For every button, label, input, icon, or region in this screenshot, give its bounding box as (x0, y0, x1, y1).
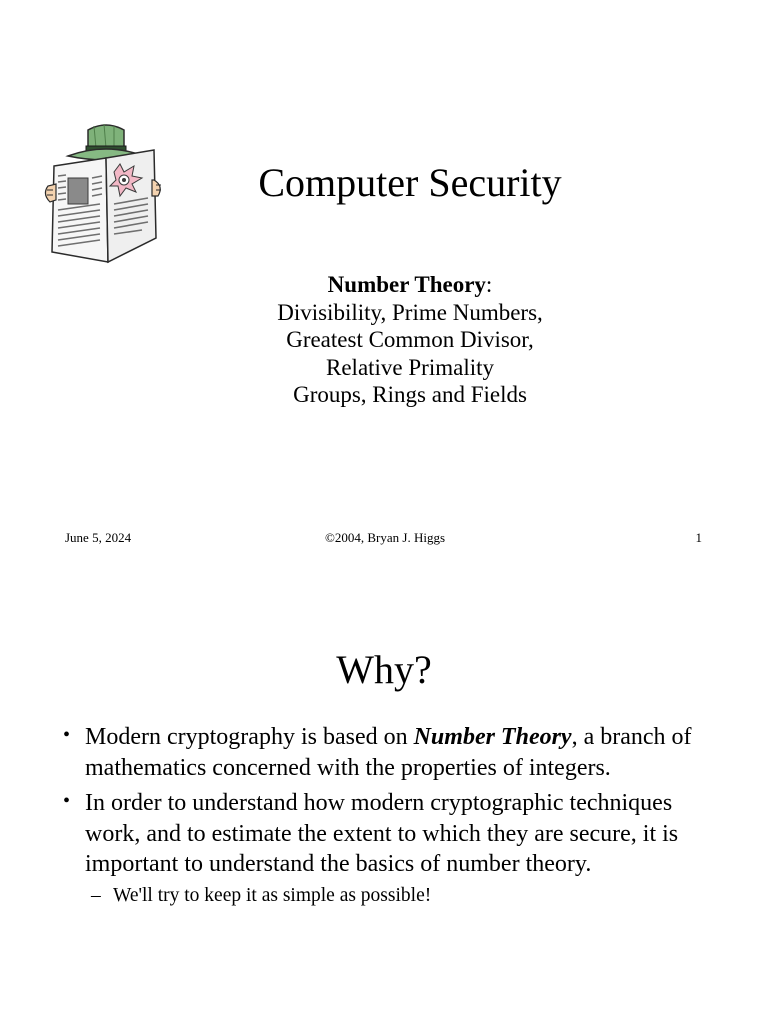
subtitle-topic: Greatest Common Divisor, (286, 327, 534, 352)
subtitle-topic: Groups, Rings and Fields (293, 382, 527, 407)
bullet-emphasis: Number Theory (413, 724, 572, 750)
sub-bullet-text: We'll try to keep it as simple as possible! (113, 884, 432, 906)
subtitle (180, 271, 640, 409)
subtitle-topic: Divisibility, Prime Numbers, (277, 299, 543, 325)
bullet-text: In order to understand how modern cryptographic techniques work, and to estimate the extent to which they are secure, it is important to understand the basics of number theory. (85, 790, 679, 877)
subtitle-heading (180, 271, 640, 299)
bullet-item (60, 788, 700, 880)
subtitle-heading-suffix: : (485, 272, 493, 297)
slide-2 (0, 575, 768, 1024)
footer-page-number: 1 (695, 530, 702, 545)
bullet-text-before: Modern cryptography is based on (85, 724, 414, 750)
bullet-list (60, 722, 700, 909)
subtitle-topic: Relative Primality (326, 354, 494, 380)
bullet-mark: • (63, 790, 71, 812)
footer-date: June 5, 2024 (65, 530, 132, 545)
bullet-text-after: , a branch of mathematics concerned with the properties of integers. (85, 724, 692, 781)
subtitle-heading-strong: Number Theory (327, 272, 486, 297)
slide-title: Computer Security (258, 160, 562, 205)
bullet-mark: • (63, 724, 71, 746)
footer-copyright: ©2004, Bryan J. Higgs (324, 530, 445, 545)
bullet-item (60, 722, 700, 783)
slide-title: Why? (336, 647, 432, 692)
sub-bullet-item (60, 883, 700, 909)
newspaper-reader-clipart-icon (44, 120, 164, 268)
sub-bullet-mark: – (91, 884, 101, 906)
